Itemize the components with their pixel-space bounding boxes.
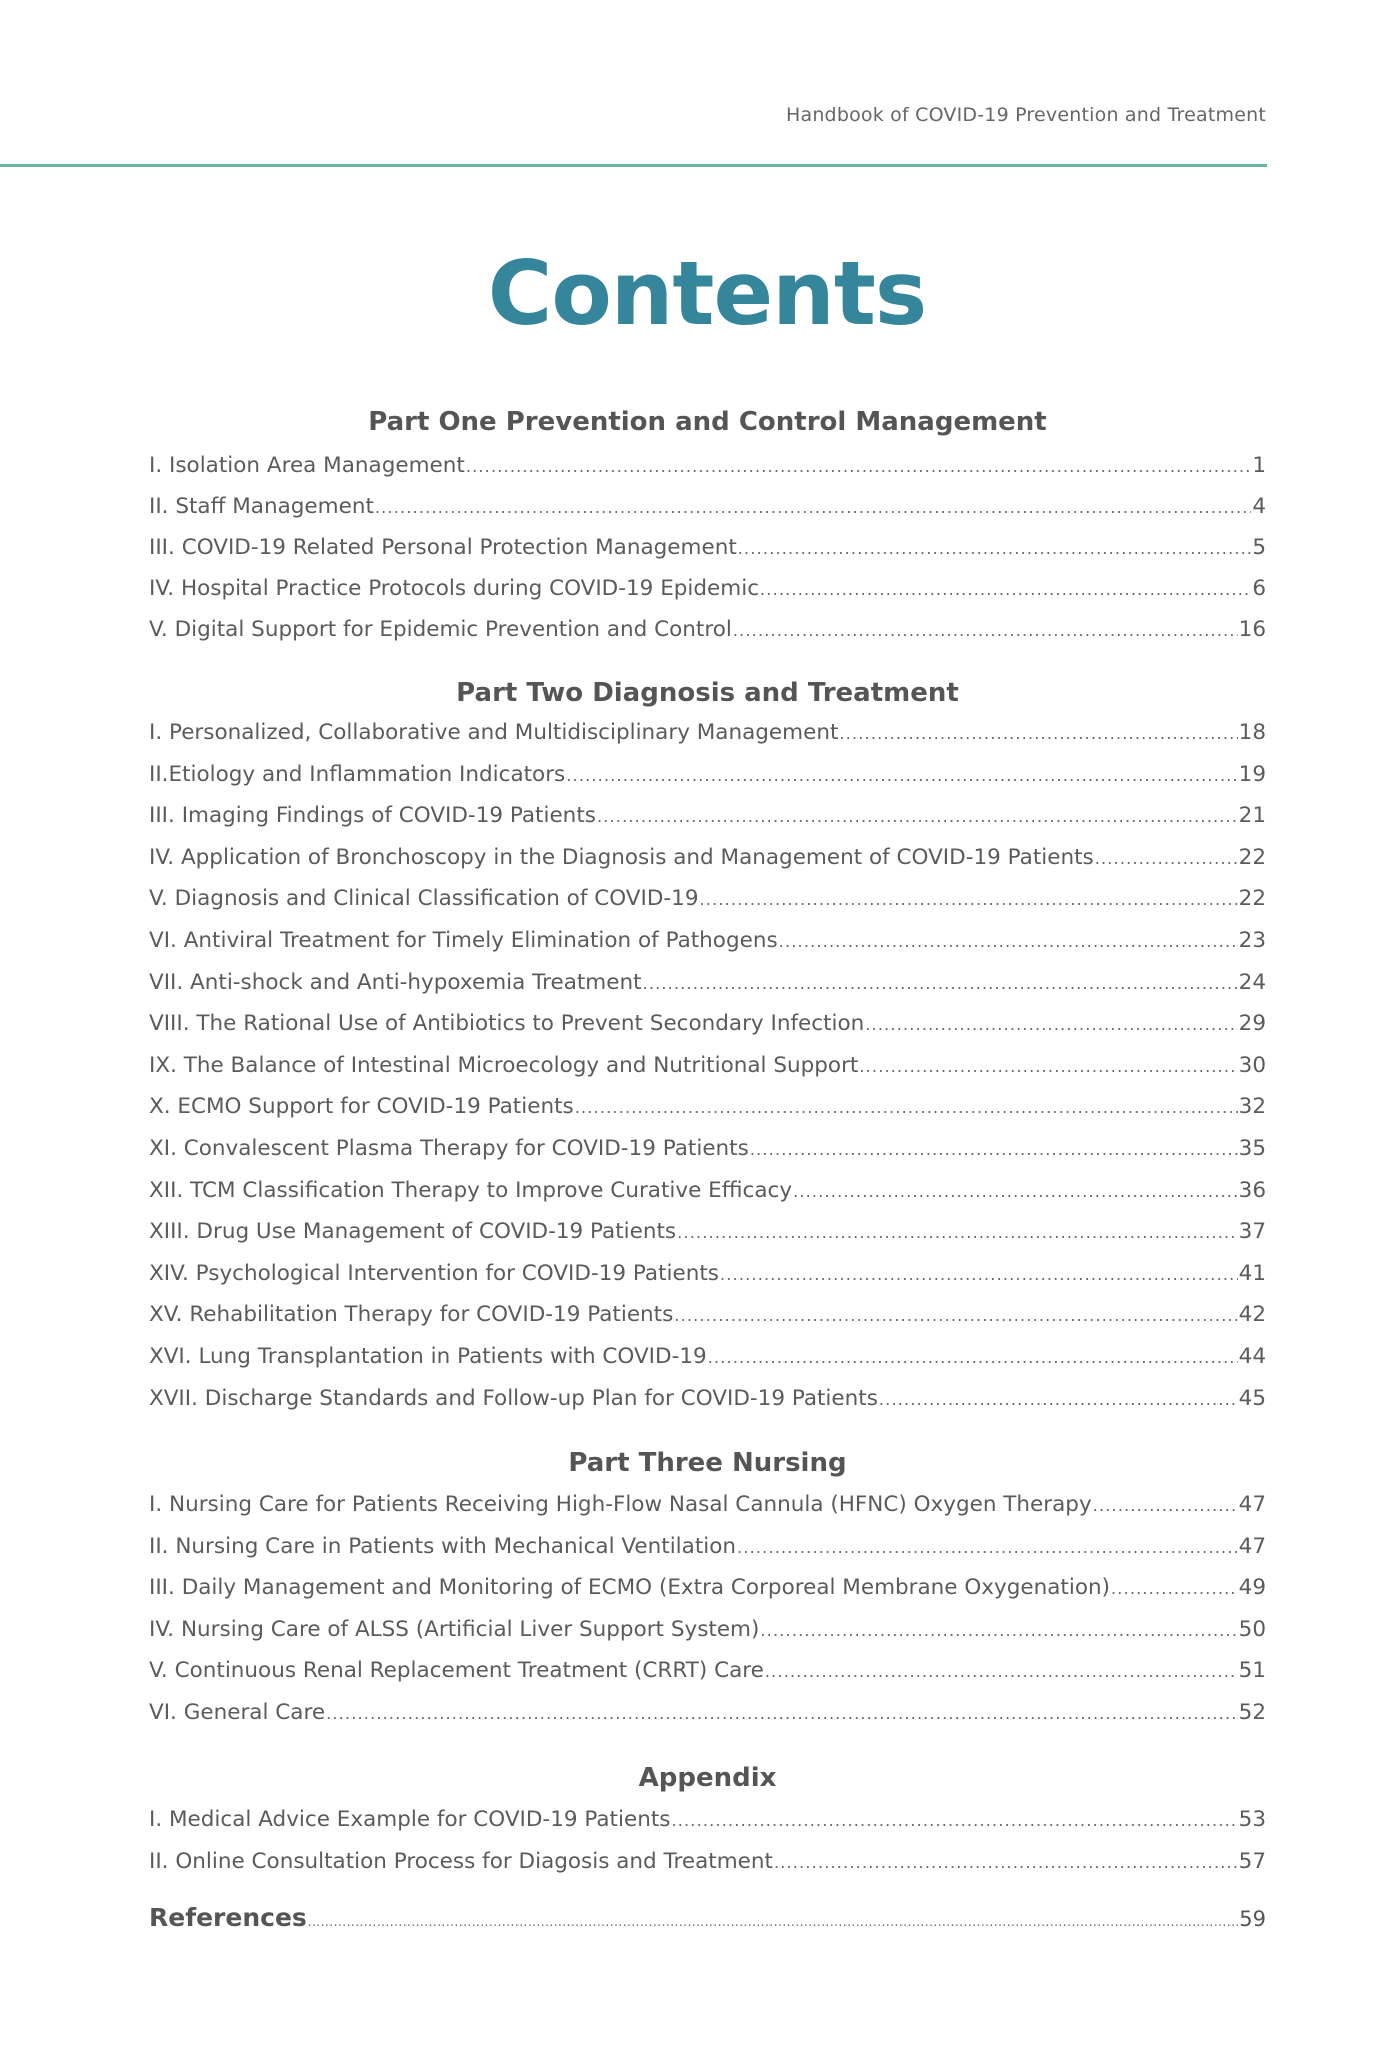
toc-entry[interactable] bbox=[149, 1013, 1266, 1035]
leader-dots bbox=[308, 1916, 1238, 1928]
toc-entry-label: III. COVID-19 Related Personal Protection Management bbox=[149, 535, 737, 560]
toc-entry-label: XIV. Psychological Intervention for COVID-19 Patients bbox=[149, 1260, 719, 1286]
toc-entry[interactable] bbox=[149, 537, 1266, 559]
leader-dots bbox=[1111, 1581, 1238, 1597]
toc-entry[interactable] bbox=[149, 805, 1266, 827]
toc-entry-label: III. Imaging Findings of COVID-19 Patients bbox=[149, 803, 596, 829]
toc-entry-page: 22 bbox=[1238, 886, 1266, 912]
toc-entry[interactable] bbox=[149, 1577, 1266, 1599]
toc-entry-page: 42 bbox=[1238, 1302, 1266, 1328]
toc-entry-label: VI. General Care bbox=[149, 1699, 326, 1725]
toc-entry-label: II. Online Consultation Process for Diagosis and Treatment bbox=[149, 1848, 773, 1874]
toc-entry-page: 5 bbox=[1252, 535, 1266, 560]
toc-entry-page: 30 bbox=[1238, 1052, 1266, 1078]
toc-entry-label: XVII. Discharge Standards and Follow-up Plan for COVID-19 Patients bbox=[149, 1385, 878, 1411]
toc-entry-label: VII. Anti-shock and Anti-hypoxemia Treatment bbox=[149, 969, 642, 995]
toc-entry-label: IV. Hospital Practice Protocols during COVID-19 Epidemic bbox=[149, 576, 760, 601]
toc-entry-label: V. Digital Support for Epidemic Prevention and Control bbox=[149, 617, 732, 642]
toc-entry-page: 49 bbox=[1238, 1575, 1266, 1600]
toc-entry-label: III. Daily Management and Monitoring of ECMO (Extra Corporeal Membrane Oxygenation) bbox=[149, 1575, 1110, 1600]
toc-entry[interactable] bbox=[149, 722, 1266, 744]
toc-entry-page: 22 bbox=[1238, 844, 1266, 870]
toc-entry[interactable] bbox=[149, 1616, 1266, 1642]
toc-entry-label: V. Diagnosis and Clinical Classification of COVID-19 bbox=[149, 886, 699, 912]
toc-entry[interactable] bbox=[149, 1385, 1266, 1411]
toc-entry[interactable] bbox=[149, 1848, 1266, 1874]
toc-entry[interactable] bbox=[149, 1052, 1266, 1078]
toc-entry-page: 50 bbox=[1238, 1616, 1266, 1642]
toc-entry-label: II. Staff Management bbox=[149, 494, 374, 519]
toc-entry-page: 16 bbox=[1238, 617, 1266, 642]
leader-dots bbox=[597, 809, 1238, 825]
leader-dots bbox=[700, 892, 1238, 908]
toc-entry[interactable] bbox=[149, 1699, 1266, 1725]
toc-entry-label: VI. Antiviral Treatment for Timely Elimination of Pathogens bbox=[149, 928, 778, 953]
toc-entry-page: 24 bbox=[1238, 969, 1266, 995]
toc-entry[interactable] bbox=[149, 1533, 1266, 1559]
leader-dots bbox=[1095, 851, 1238, 867]
leader-dots bbox=[859, 1059, 1237, 1075]
toc-entry[interactable] bbox=[149, 1346, 1266, 1368]
leader-dots bbox=[643, 976, 1238, 992]
toc-entry[interactable] bbox=[149, 969, 1266, 995]
leader-dots bbox=[774, 1855, 1238, 1871]
leader-dots bbox=[326, 1706, 1238, 1722]
toc-entry-label: I. Isolation Area Management bbox=[149, 453, 465, 478]
toc-entry-label: References bbox=[149, 1903, 307, 1932]
leader-dots bbox=[375, 500, 1251, 516]
toc-entry-label: II. Nursing Care in Patients with Mechanical Ventilation bbox=[149, 1533, 737, 1559]
leader-dots bbox=[733, 623, 1238, 639]
leader-dots bbox=[779, 934, 1238, 950]
leader-dots bbox=[760, 1623, 1237, 1639]
toc-entry[interactable] bbox=[149, 578, 1266, 600]
header-rule bbox=[0, 164, 1267, 167]
toc-entry-page: 59 bbox=[1239, 1907, 1266, 1931]
leader-dots bbox=[879, 1392, 1238, 1408]
toc-entry-page: 37 bbox=[1238, 1219, 1266, 1245]
toc-entry-label: I. Nursing Care for Patients Receiving High-Flow Nasal Cannula (HFNC) Oxygen Therapy bbox=[149, 1492, 1092, 1517]
toc-entry-label: X. ECMO Support for COVID-19 Patients bbox=[149, 1094, 574, 1120]
toc-entry-label: XIII. Drug Use Management of COVID-19 Patients bbox=[149, 1219, 677, 1245]
leader-dots bbox=[566, 768, 1237, 784]
toc-entry-label: I. Medical Advice Example for COVID-19 Patients bbox=[149, 1807, 671, 1832]
toc-entry-page: 41 bbox=[1238, 1260, 1266, 1286]
toc-entry-label: XVI. Lung Transplantation in Patients with COVID-19 bbox=[149, 1344, 707, 1369]
toc-entry[interactable] bbox=[149, 1494, 1266, 1516]
toc-entry-page: 52 bbox=[1238, 1699, 1266, 1725]
toc-entry-label: XII. TCM Classification Therapy to Improve Curative Efficacy bbox=[149, 1177, 793, 1203]
toc-entry[interactable] bbox=[149, 1260, 1266, 1286]
toc-entry-label: IX. The Balance of Intestinal Microecology and Nutritional Support bbox=[149, 1052, 859, 1078]
leader-dots bbox=[708, 1350, 1238, 1366]
toc-entry-page: 1 bbox=[1252, 453, 1266, 478]
section-heading-part-three: Part Three Nursing bbox=[568, 1448, 847, 1478]
toc-entry-page: 47 bbox=[1238, 1492, 1266, 1517]
toc-entry[interactable] bbox=[149, 930, 1266, 952]
leader-dots bbox=[765, 1664, 1238, 1680]
toc-entry-page: 23 bbox=[1238, 928, 1266, 953]
toc-entry-label: I. Personalized, Collaborative and Multidisciplinary Management bbox=[149, 720, 839, 745]
leader-dots bbox=[750, 1142, 1238, 1158]
toc-entry[interactable] bbox=[149, 1809, 1266, 1831]
toc-entry[interactable] bbox=[149, 619, 1266, 641]
section-heading-part-two: Part Two Diagnosis and Treatment bbox=[456, 678, 959, 708]
toc-entry-page: 29 bbox=[1238, 1011, 1266, 1037]
leader-dots bbox=[839, 726, 1237, 742]
toc-entry-page: 19 bbox=[1238, 761, 1266, 787]
toc-entry-page: 32 bbox=[1238, 1094, 1266, 1120]
toc-entry[interactable] bbox=[149, 761, 1266, 787]
toc-entry-page: 36 bbox=[1238, 1177, 1266, 1203]
toc-entry-page: 35 bbox=[1238, 1136, 1266, 1161]
toc-entry-page: 18 bbox=[1238, 720, 1266, 745]
toc-entry-page: 4 bbox=[1252, 494, 1266, 519]
toc-entry-label: II.Etiology and Inflammation Indicators bbox=[149, 761, 566, 787]
leader-dots bbox=[677, 1225, 1238, 1241]
leader-dots bbox=[738, 541, 1252, 557]
page-title: Contents bbox=[487, 242, 927, 345]
section-heading-part-one: Part One Prevention and Control Management bbox=[368, 407, 1047, 437]
toc-entry[interactable] bbox=[149, 844, 1266, 870]
leader-dots bbox=[674, 1308, 1237, 1324]
toc-entry-page: 51 bbox=[1238, 1658, 1266, 1683]
toc-entry-page: 53 bbox=[1238, 1807, 1266, 1832]
toc-entry[interactable] bbox=[149, 1304, 1266, 1326]
toc-entry-label: VIII. The Rational Use of Antibiotics to Prevent Secondary Infection bbox=[149, 1011, 865, 1037]
toc-entry-label: XV. Rehabilitation Therapy for COVID-19 Patients bbox=[149, 1302, 674, 1328]
leader-dots bbox=[720, 1267, 1238, 1283]
section-heading-appendix: Appendix bbox=[638, 1763, 777, 1793]
toc-entry-page: 57 bbox=[1238, 1848, 1266, 1874]
leader-dots bbox=[737, 1540, 1238, 1556]
toc-entry-page: 6 bbox=[1252, 576, 1266, 601]
leader-dots bbox=[671, 1813, 1237, 1829]
leader-dots bbox=[760, 582, 1251, 598]
toc-entry-page: 47 bbox=[1238, 1533, 1266, 1559]
toc-entry[interactable] bbox=[149, 1660, 1266, 1682]
leader-dots bbox=[466, 459, 1251, 475]
toc-entry-label: XI. Convalescent Plasma Therapy for COVID-19 Patients bbox=[149, 1136, 749, 1161]
toc-entry-page: 44 bbox=[1238, 1344, 1266, 1369]
toc-entry[interactable] bbox=[149, 1138, 1266, 1160]
toc-entry-label: IV. Nursing Care of ALSS (Artificial Liver Support System) bbox=[149, 1616, 760, 1642]
toc-entry[interactable] bbox=[149, 455, 1266, 477]
leader-dots bbox=[865, 1017, 1237, 1033]
running-header: Handbook of COVID-19 Prevention and Treatment bbox=[785, 104, 1266, 126]
toc-entry[interactable] bbox=[149, 496, 1266, 518]
leader-dots bbox=[575, 1100, 1238, 1116]
toc-entry[interactable] bbox=[149, 1177, 1266, 1203]
toc-entry-page: 45 bbox=[1238, 1385, 1266, 1411]
toc-entry-references[interactable] bbox=[149, 1905, 1266, 1930]
toc-entry-label: IV. Application of Bronchoscopy in the Diagnosis and Management of COVID-19 Patients bbox=[149, 844, 1094, 870]
toc-entry[interactable] bbox=[149, 1096, 1266, 1118]
toc-entry[interactable] bbox=[149, 888, 1266, 910]
toc-entry-page: 21 bbox=[1238, 803, 1266, 829]
leader-dots bbox=[1093, 1498, 1238, 1514]
leader-dots bbox=[793, 1184, 1238, 1200]
toc-entry[interactable] bbox=[149, 1221, 1266, 1243]
toc-entry-label: V. Continuous Renal Replacement Treatment (CRRT) Care bbox=[149, 1658, 764, 1683]
